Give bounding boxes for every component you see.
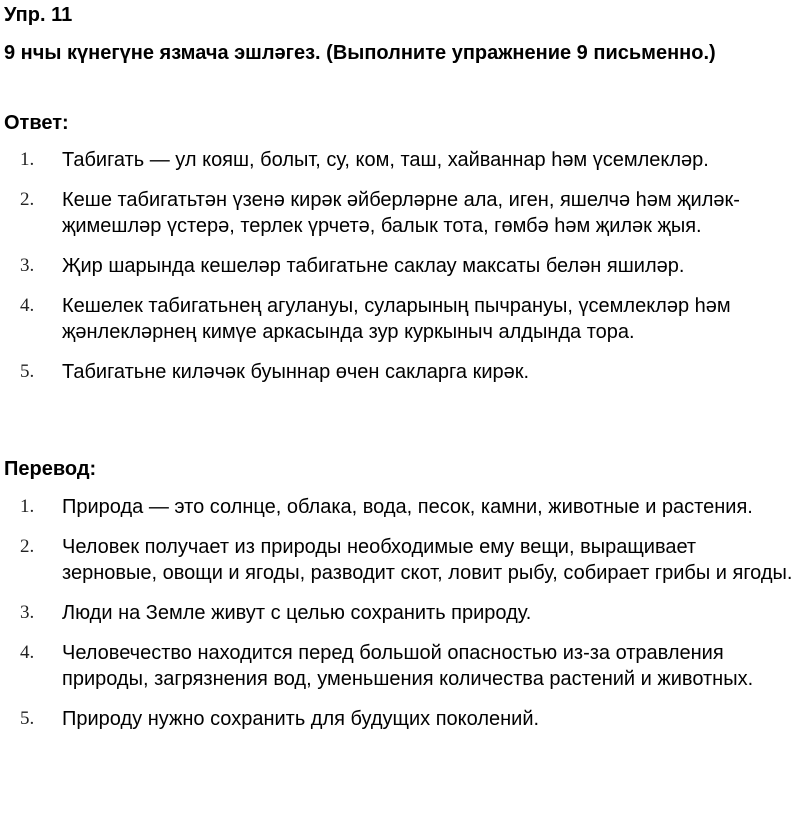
item-text: Табигатьне киләчәк буыннар өчен сакларга кирәк. [62,361,530,383]
item-text: Люди на Земле живут с целью сохранить природу. [62,602,532,624]
translation-list [0,494,800,746]
item-number: 5. [20,708,35,729]
item-number: 1. [20,149,35,170]
item-text: Кеше табигатьтән үзенә кирәк әйберләрне ала, иген, яшелчә һәм җиләк-җимешләр үстерә, терлек үрчетә, балык тота, гөмбә һәм җиләк җыя. [62,189,740,237]
exercise-title: Упр. 11 [4,4,73,26]
item-number: 4. [20,642,35,663]
item-number: 2. [20,189,35,210]
item-text: Природу нужно сохранить для будущих поколений. [62,708,540,730]
item-text: Җир шарында кешеләр табигатьне саклау максаты белән яшиләр. [62,255,685,277]
list-item [0,534,800,586]
answer-list [0,147,800,399]
list-item [0,494,800,520]
item-text: Человечество находится перед большой опасностью из-за отравления природы, загрязнения вод, уменьшения количества растений и животных. [62,642,754,690]
list-item [0,147,800,173]
list-item [0,706,800,732]
item-text: Кешелек табигатьнең агулануы, суларының пычрануы, үсемлекләр һәм җәнлекләрнең кимүе аркасында зур куркыныч алдында тора. [62,295,731,343]
list-item [0,187,800,239]
item-number: 4. [20,295,35,316]
list-item [0,600,800,626]
list-item [0,293,800,345]
item-text: Природа — это солнце, облака, вода, песок, камни, животные и растения. [62,496,753,518]
answer-heading: Ответ: [4,112,69,134]
item-number: 3. [20,602,35,623]
item-number: 1. [20,496,35,517]
item-number: 2. [20,536,35,557]
list-item [0,253,800,279]
task-instruction: 9 нчы күнегүне язмача эшләгез. (Выполните упражнение 9 письменно.) [4,42,716,64]
item-number: 3. [20,255,35,276]
item-text: Табигать — ул кояш, болыт, су, ком, таш, хайваннар һәм үсемлекләр. [62,149,709,171]
item-text: Человек получает из природы необходимые ему вещи, выращивает зерновые, овощи и ягоды, разводит скот, ловит рыбу, собирает грибы и ягоды. [62,536,793,584]
translation-heading: Перевод: [4,458,97,480]
list-item [0,640,800,692]
item-number: 5. [20,361,35,382]
list-item [0,359,800,385]
